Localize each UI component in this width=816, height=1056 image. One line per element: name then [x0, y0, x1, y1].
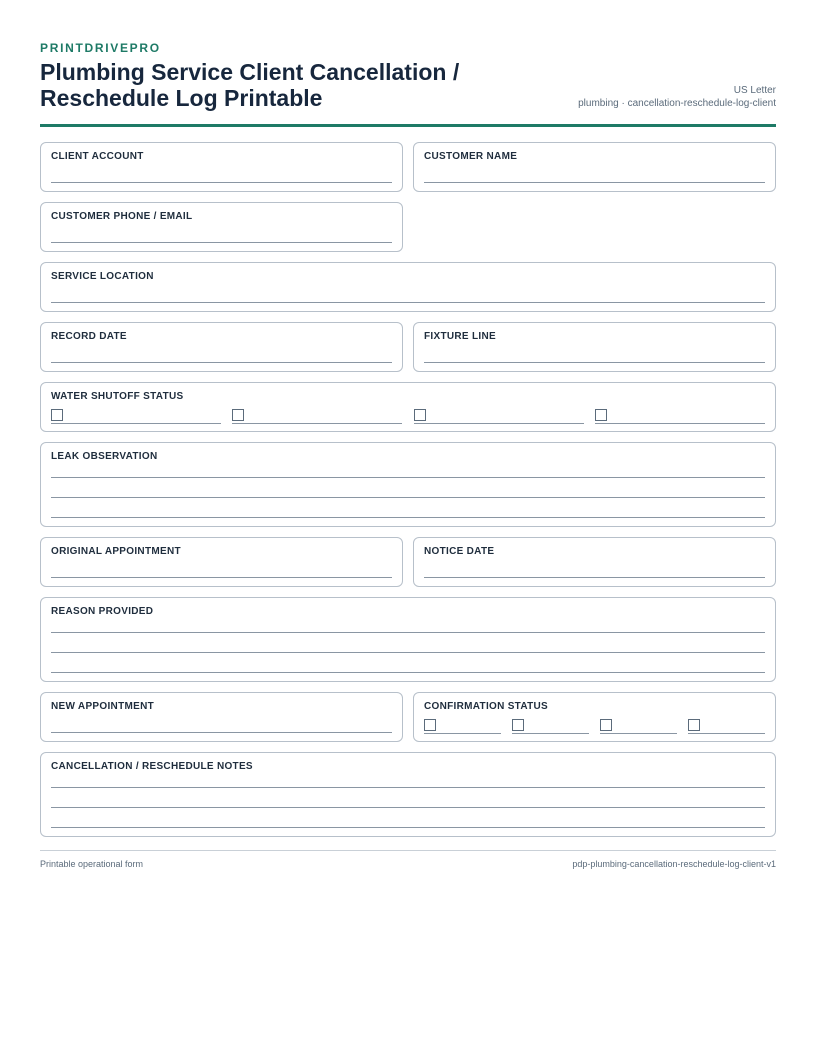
- write-line[interactable]: [51, 672, 765, 673]
- write-line[interactable]: [51, 517, 765, 518]
- shutoff-option[interactable]: [232, 409, 402, 424]
- write-line[interactable]: [51, 242, 392, 243]
- brand-name: PRINTDRIVEPRO: [40, 41, 161, 55]
- write-line[interactable]: [51, 362, 392, 363]
- field-label: ORIGINAL APPOINTMENT: [51, 546, 181, 557]
- customer-contact-field[interactable]: [40, 202, 403, 252]
- write-line[interactable]: [51, 497, 765, 498]
- write-line[interactable]: [51, 807, 765, 808]
- write-line[interactable]: [51, 652, 765, 653]
- category-path: plumbing · cancellation-reschedule-log-client: [578, 98, 776, 109]
- field-label: CONFIRMATION STATUS: [424, 701, 549, 712]
- field-label: CUSTOMER NAME: [424, 151, 518, 162]
- fixture-line-field[interactable]: [413, 322, 776, 372]
- checkbox[interactable]: [232, 409, 244, 421]
- field-label: FIXTURE LINE: [424, 331, 496, 342]
- confirmation-option[interactable]: [600, 719, 677, 734]
- confirmation-option[interactable]: [424, 719, 501, 734]
- field-label: NOTICE DATE: [424, 546, 495, 557]
- field-label: LEAK OBSERVATION: [51, 451, 158, 462]
- form-footer: [40, 850, 776, 869]
- notice-date-field[interactable]: [413, 537, 776, 587]
- checkbox[interactable]: [512, 719, 524, 731]
- confirmation-option[interactable]: [512, 719, 589, 734]
- write-line[interactable]: [51, 732, 392, 733]
- form-id: pdp-plumbing-cancellation-reschedule-log-client-v1: [572, 859, 776, 869]
- checkbox[interactable]: [414, 409, 426, 421]
- field-label: WATER SHUTOFF STATUS: [51, 391, 184, 402]
- write-line[interactable]: [51, 182, 392, 183]
- write-line[interactable]: [424, 182, 765, 183]
- record-date-field[interactable]: [40, 322, 403, 372]
- water-shutoff-status-field: [40, 382, 776, 432]
- write-line[interactable]: [51, 577, 392, 578]
- leak-observation-field[interactable]: [40, 442, 776, 527]
- new-appointment-field[interactable]: [40, 692, 403, 742]
- write-line[interactable]: [51, 827, 765, 828]
- page-title: Plumbing Service Client Cancellation / Reschedule Log Printable: [40, 59, 460, 111]
- client-account-field[interactable]: [40, 142, 403, 192]
- cancellation-notes-field[interactable]: [40, 752, 776, 837]
- checkbox[interactable]: [51, 409, 63, 421]
- confirmation-option[interactable]: [688, 719, 765, 734]
- field-label: CLIENT ACCOUNT: [51, 151, 144, 162]
- paper-size: US Letter: [733, 85, 776, 96]
- checkbox[interactable]: [600, 719, 612, 731]
- checkbox[interactable]: [424, 719, 436, 731]
- confirmation-status-field: [413, 692, 776, 742]
- reason-provided-field[interactable]: [40, 597, 776, 682]
- write-line[interactable]: [424, 362, 765, 363]
- field-label: RECORD DATE: [51, 331, 127, 342]
- customer-name-field[interactable]: [413, 142, 776, 192]
- field-label: CUSTOMER PHONE / EMAIL: [51, 211, 193, 222]
- form-header: [40, 40, 776, 127]
- service-location-field[interactable]: [40, 262, 776, 312]
- checkbox[interactable]: [595, 409, 607, 421]
- field-label: SERVICE LOCATION: [51, 271, 154, 282]
- field-label: NEW APPOINTMENT: [51, 701, 155, 712]
- write-line[interactable]: [51, 632, 765, 633]
- field-label: CANCELLATION / RESCHEDULE NOTES: [51, 761, 253, 772]
- write-line[interactable]: [51, 477, 765, 478]
- shutoff-option[interactable]: [414, 409, 584, 424]
- footer-caption: Printable operational form: [40, 859, 144, 869]
- shutoff-option[interactable]: [595, 409, 765, 424]
- write-line[interactable]: [51, 787, 765, 788]
- form-meta: [578, 84, 776, 110]
- checkbox[interactable]: [688, 719, 700, 731]
- field-label: REASON PROVIDED: [51, 606, 154, 617]
- write-line[interactable]: [51, 302, 765, 303]
- write-line[interactable]: [424, 577, 765, 578]
- shutoff-option[interactable]: [51, 409, 221, 424]
- original-appointment-field[interactable]: [40, 537, 403, 587]
